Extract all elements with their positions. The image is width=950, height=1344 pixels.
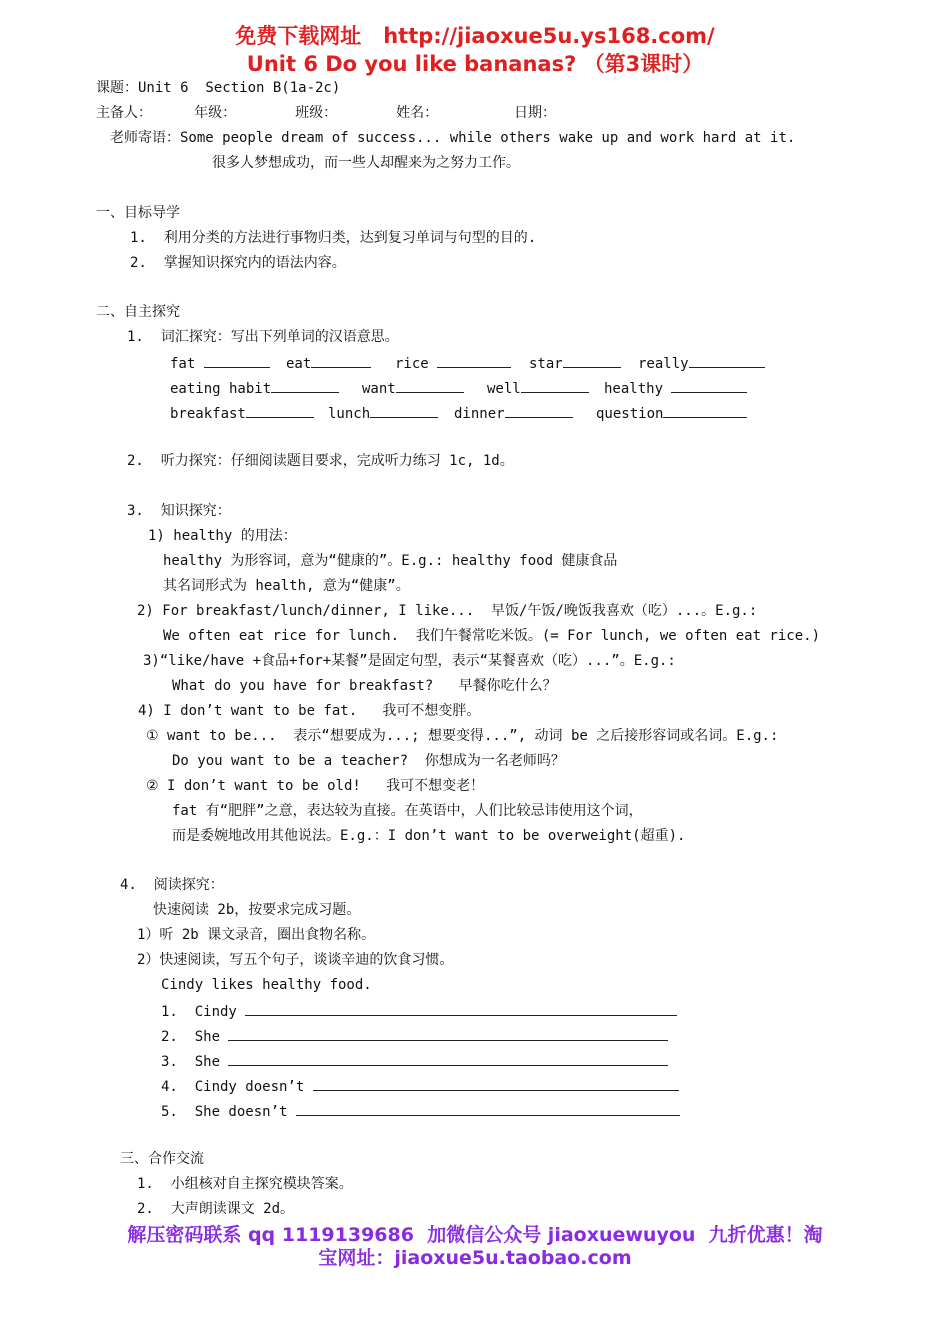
- reading-task: 快速阅读 2b，按要求完成习题。: [153, 902, 361, 918]
- reading-intro: 4. 阅读探究：: [120, 877, 224, 893]
- vocab-word-rice: rice: [395, 352, 511, 374]
- vocab-intro: 1. 词汇探究：写出下列单词的汉语意思。: [127, 329, 399, 345]
- sentence-blank[interactable]: [296, 1100, 680, 1116]
- section1-heading: 一、目标导学: [96, 205, 180, 221]
- sentence-line-5: 5. She doesn’t: [161, 1100, 680, 1122]
- sentence-line-4: 4. Cindy doesn’t: [161, 1075, 679, 1097]
- listening-task: 2. 听力探究：仔细阅读题目要求，完成听力练习 1c, 1d。: [127, 453, 514, 469]
- vocab-word-healthy: healthy: [604, 377, 747, 399]
- cooperation-item-1: 1. 小组核对自主探究模块答案。: [137, 1176, 353, 1192]
- sentence-blank[interactable]: [228, 1050, 668, 1066]
- knowledge-point-4: 4) I don’t want to be fat. 我可不想变胖。: [138, 703, 481, 719]
- answer-blank[interactable]: [311, 352, 371, 368]
- knowledge-point-3a: What do you have for breakfast? 早餐你吃什么？: [172, 678, 557, 694]
- section3-heading: 三、合作交流: [120, 1151, 204, 1167]
- footer-shop-link[interactable]: 宝网址：jiaoxue5u.taobao.com: [318, 1247, 632, 1269]
- answer-blank[interactable]: [437, 352, 511, 368]
- answer-blank[interactable]: [396, 377, 464, 393]
- knowledge-point-3: 3)“like/have +食品+for+某餐”是固定句型，表示“某餐喜欢（吃）...”。E.g.:: [143, 653, 676, 669]
- knowledge-point-1: 1) healthy 的用法：: [148, 528, 297, 544]
- vocab-word-eating-habit: eating habit: [170, 377, 339, 399]
- answer-blank[interactable]: [370, 402, 438, 418]
- answer-blank[interactable]: [204, 352, 270, 368]
- knowledge-point-4b: Do you want to be a teacher? 你想成为一名老师吗？: [172, 753, 565, 769]
- vocab-word-breakfast: breakfast: [170, 402, 314, 424]
- vocab-word-want: want: [362, 377, 464, 399]
- sentence-blank[interactable]: [245, 1000, 677, 1016]
- reading-step-2: 2）快速阅读，写五个句子，谈谈辛迪的饮食习惯。: [137, 952, 454, 968]
- knowledge-point-1a: healthy 为形容词，意为“健康的”。E.g.: healthy food 健康食品: [163, 553, 618, 569]
- sentence-blank[interactable]: [228, 1025, 668, 1041]
- sentence-line-3: 3. She: [161, 1050, 668, 1072]
- answer-blank[interactable]: [505, 402, 573, 418]
- vocab-word-fat: fat: [170, 352, 270, 374]
- vocab-word-really: really: [638, 352, 765, 374]
- answer-blank[interactable]: [563, 352, 621, 368]
- lesson-topic: 课题：Unit 6 Section B(1a-2c): [96, 80, 341, 96]
- vocab-word-well: well: [487, 377, 589, 399]
- vocab-word-eat: eat: [286, 352, 371, 374]
- vocab-word-question: question: [596, 402, 747, 424]
- goal-item-2: 2. 掌握知识探究内的语法内容。: [130, 255, 346, 271]
- vocab-word-dinner: dinner: [454, 402, 573, 424]
- knowledge-point-4a: ① want to be... 表示“想要成为...; 想要变得...”, 动词 be 之后接形容词或名词。E.g.:: [146, 728, 779, 744]
- knowledge-point-4d: fat 有“肥胖”之意，表达较为直接。在英语中，人们比较忌讳使用这个词，: [172, 803, 643, 819]
- answer-blank[interactable]: [671, 377, 747, 393]
- download-banner[interactable]: 免费下载网址 http://jiaoxue5u.ys168.com/: [235, 24, 715, 48]
- answer-blank[interactable]: [271, 377, 339, 393]
- knowledge-point-2a: We often eat rice for lunch. 我们午餐常吃米饭。(= For lunch, we often eat rice.): [163, 628, 821, 644]
- sentence-line-1: 1. Cindy: [161, 1000, 677, 1022]
- knowledge-point-2: 2) For breakfast/lunch/dinner, I like... 早饭/午饭/晚饭我喜欢（吃）...。E.g.:: [137, 603, 758, 619]
- info-fields: 主备人： 年级： 班级： 姓名： 日期：: [96, 105, 557, 121]
- cooperation-item-2: 2. 大声朗读课文 2d。: [137, 1201, 295, 1217]
- knowledge-intro: 3. 知识探究：: [127, 503, 231, 519]
- vocab-word-lunch: lunch: [328, 402, 438, 424]
- sentence-line-2: 2. She: [161, 1025, 668, 1047]
- teacher-motto-cn: 很多人梦想成功，而一些人却醒来为之努力工作。: [212, 155, 520, 171]
- knowledge-point-4c: ② I don’t want to be old! 我可不想变老！: [146, 778, 485, 794]
- answer-blank[interactable]: [246, 402, 314, 418]
- footer-contact: 解压密码联系 qq 1119139686 加微信公众号 jiaoxuewuyou 九折优惠！淘: [127, 1224, 823, 1246]
- vocab-word-star: star: [529, 352, 621, 374]
- answer-blank[interactable]: [663, 402, 747, 418]
- page-title: Unit 6 Do you like bananas? （第3课时）: [246, 52, 704, 76]
- knowledge-point-4e: 而是委婉地改用其他说法。E.g.：I don’t want to be overweight(超重).: [172, 828, 686, 844]
- sentence-blank[interactable]: [313, 1075, 679, 1091]
- teacher-motto-en: 老师寄语：Some people dream of success... while others wake up and work hard at it.: [110, 130, 796, 146]
- answer-blank[interactable]: [689, 352, 765, 368]
- knowledge-point-1b: 其名词形式为 health, 意为“健康”。: [163, 578, 410, 594]
- section2-heading: 二、自主探究: [96, 304, 180, 320]
- answer-blank[interactable]: [521, 377, 589, 393]
- reading-step-1: 1）听 2b 课文录音，圈出食物名称。: [137, 927, 376, 943]
- goal-item-1: 1. 利用分类的方法进行事物归类，达到复习单词与句型的目的.: [130, 230, 537, 246]
- reading-example: Cindy likes healthy food.: [161, 977, 372, 993]
